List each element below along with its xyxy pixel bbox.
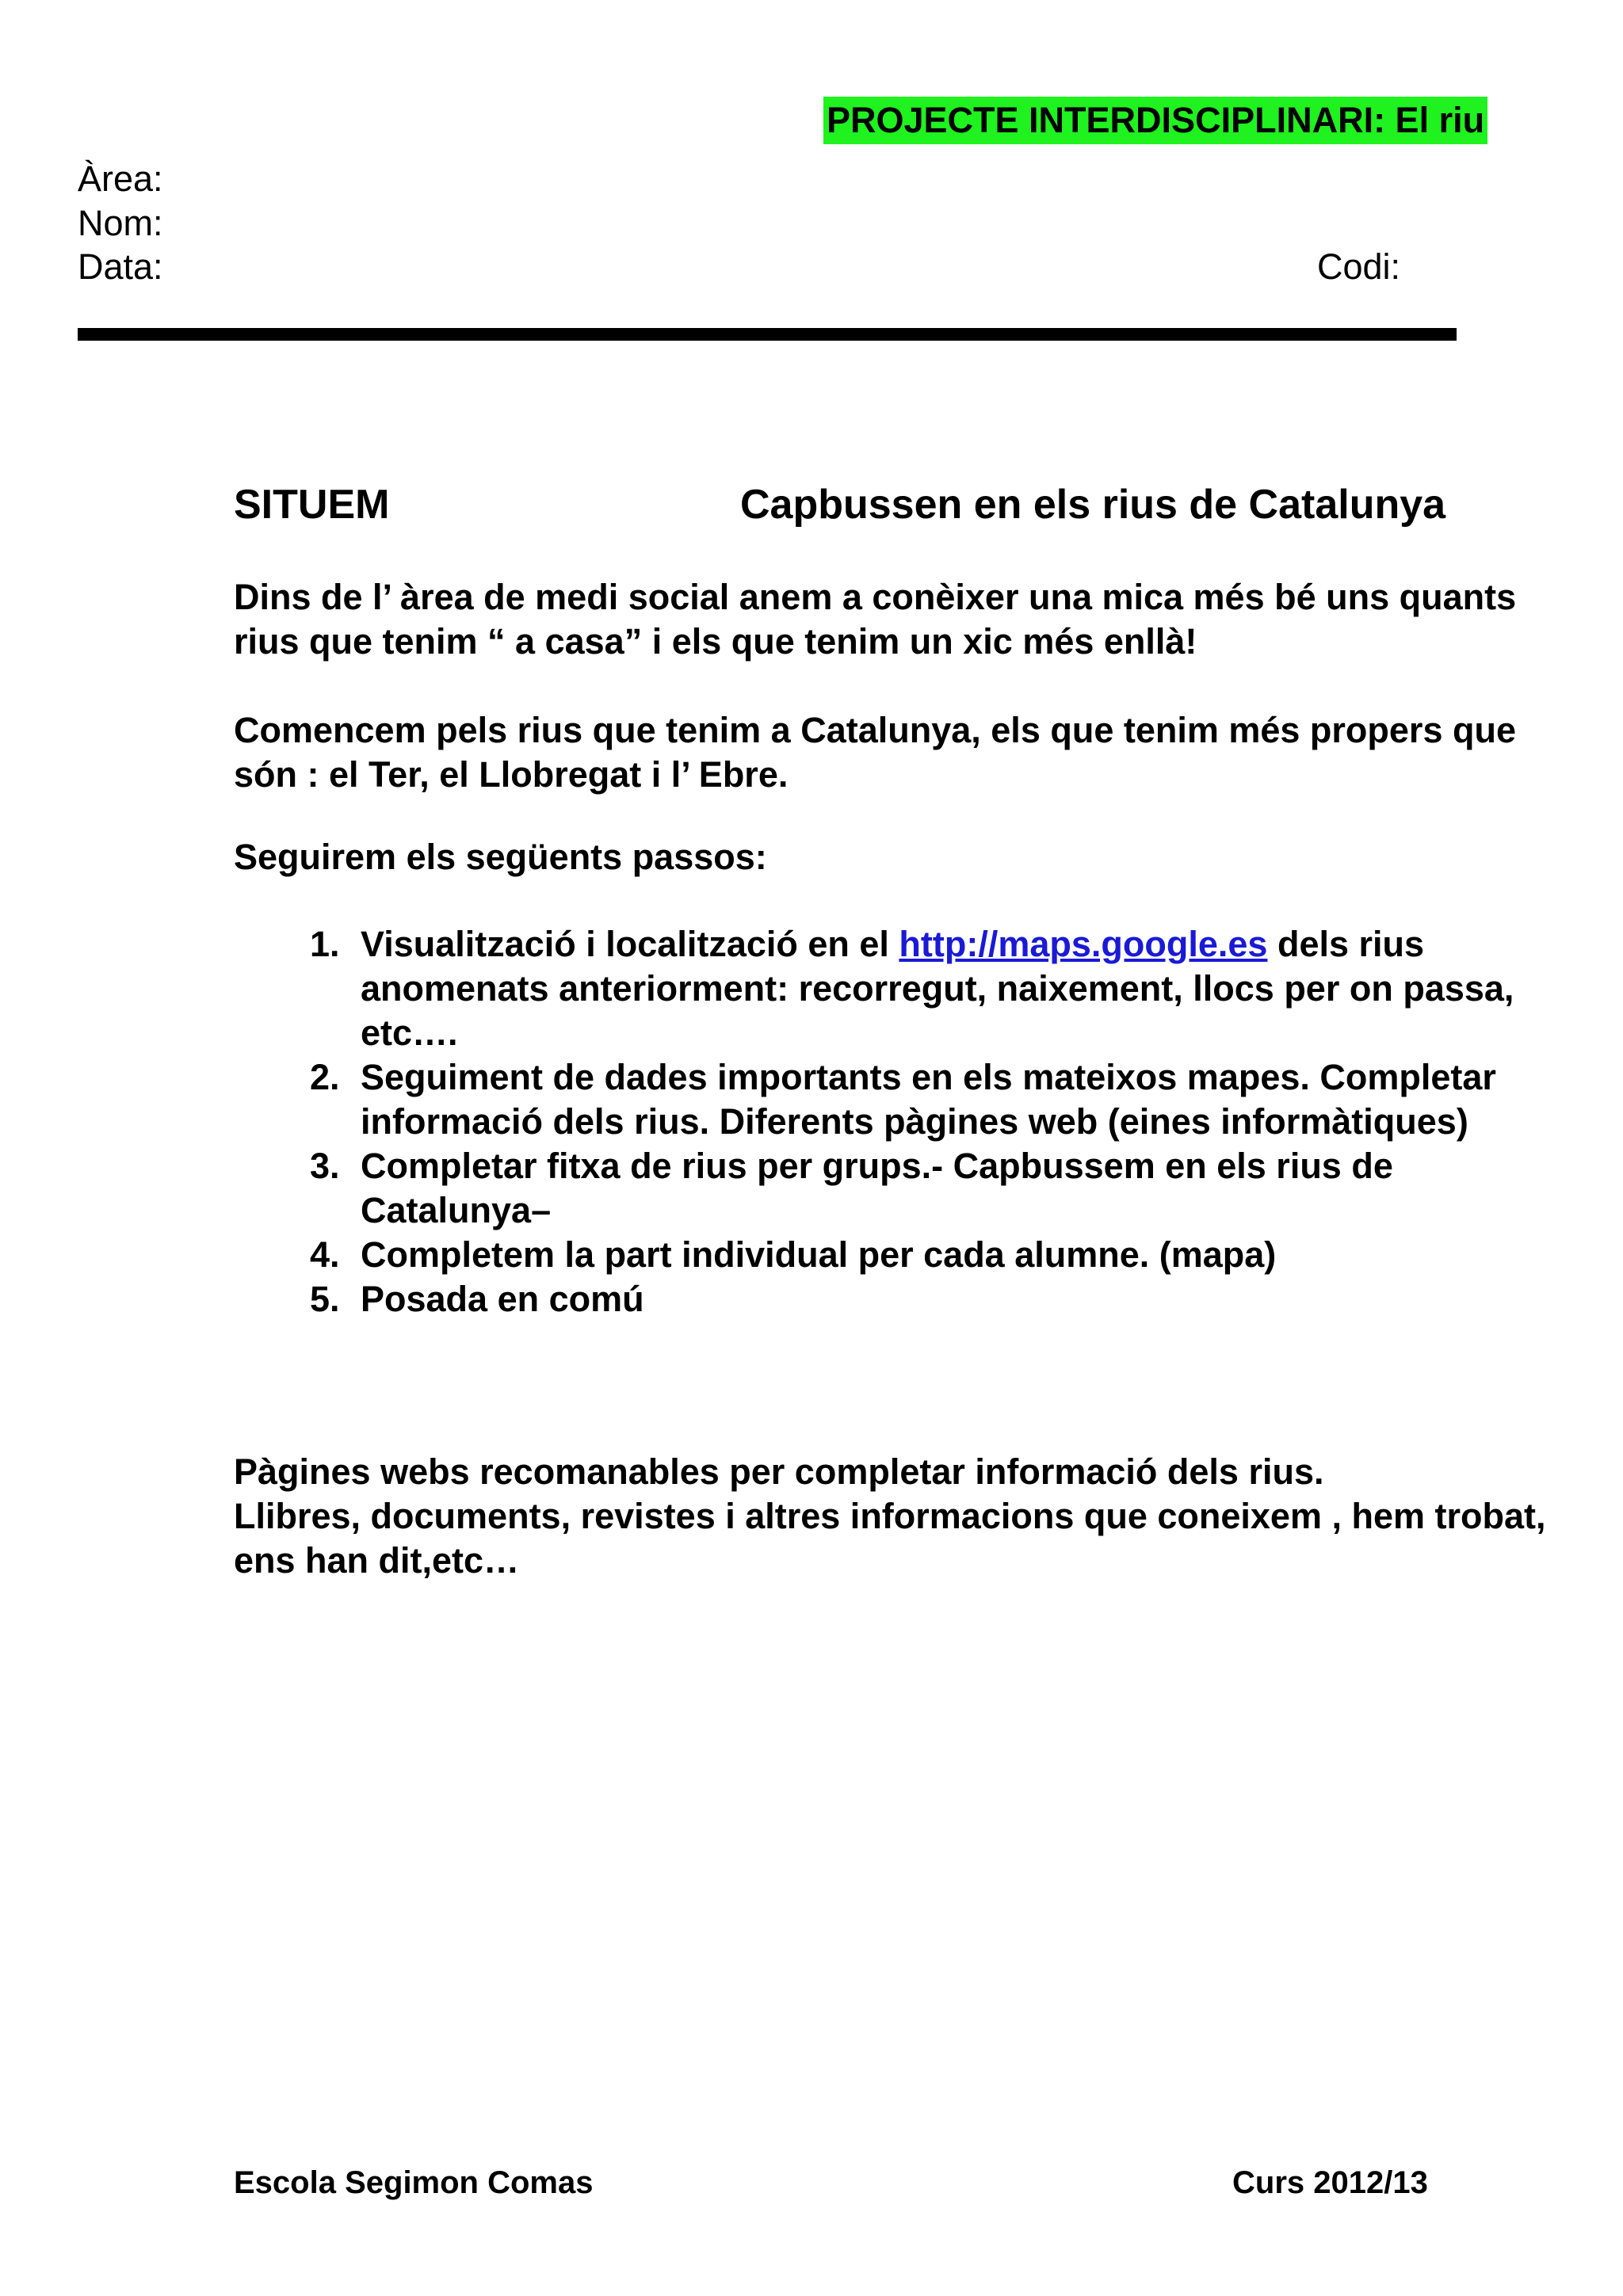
project-title: PROJECTE INTERDISCIPLINARI: El riu xyxy=(823,97,1487,144)
area-label: Àrea: xyxy=(78,158,163,199)
step-text: Posada en comú xyxy=(361,1279,644,1319)
web-pages-line: Pàgines webs recomanables per completar informació dels rius. xyxy=(234,1451,1324,1492)
footer-course: Curs 2012/13 xyxy=(1232,2165,1428,2200)
step-number: 1. xyxy=(310,924,340,964)
code-label: Codi: xyxy=(1317,246,1401,287)
list-item xyxy=(234,1144,1549,1233)
list-item xyxy=(234,1233,1549,1277)
step-text: Completem la part individual per cada alumne. (mapa) xyxy=(361,1234,1277,1275)
list-item xyxy=(234,1277,1549,1322)
list-item xyxy=(234,922,1549,1055)
step-text: dels rius anomenats anteriorment: recorregut, naixement, llocs per on passa, etc…. xyxy=(361,924,1514,1053)
step-number: 4. xyxy=(310,1234,340,1275)
date-label: Data: xyxy=(78,246,163,287)
step-number: 2. xyxy=(310,1057,340,1097)
name-label: Nom: xyxy=(78,203,163,243)
steps-list xyxy=(234,922,1549,1322)
resources-line: Llibres, documents, revistes i altres informacions que coneixem , hem trobat, ens han dit,etc… xyxy=(234,1496,1546,1581)
steps-intro: Seguirem els següents passos: xyxy=(234,837,767,877)
list-item xyxy=(234,1055,1549,1144)
step-number: 5. xyxy=(310,1279,340,1319)
step-text: Seguiment de dades importants en els mateixos mapes. Completar informació dels rius. Diferents pàgines web (eines informàtiques) xyxy=(361,1057,1496,1142)
section-heading-situem: SITUEM xyxy=(234,482,390,528)
intro-paragraph: Dins de l’ àrea de medi social anem a conèixer una mica més bé uns quants rius que tenim “ a casa” i els que tenim un xic més enllà! xyxy=(234,577,1517,662)
step-number: 3. xyxy=(310,1146,340,1186)
step-text: Completar fitxa de rius per grups.- Capbussem en els rius de Catalunya– xyxy=(361,1146,1393,1230)
header-divider xyxy=(78,328,1457,341)
footer-school: Escola Segimon Comas xyxy=(234,2165,594,2200)
section-heading-title: Capbussen en els rius de Catalunya xyxy=(740,482,1446,528)
rivers-paragraph: Comencem pels rius que tenim a Catalunya, els que tenim més propers que són : el Ter, el Llobregat i l’ Ebre. xyxy=(234,710,1516,795)
maps-google-link[interactable]: http://maps.google.es xyxy=(899,924,1268,964)
step-text: Visualització i localització en el xyxy=(361,924,899,964)
